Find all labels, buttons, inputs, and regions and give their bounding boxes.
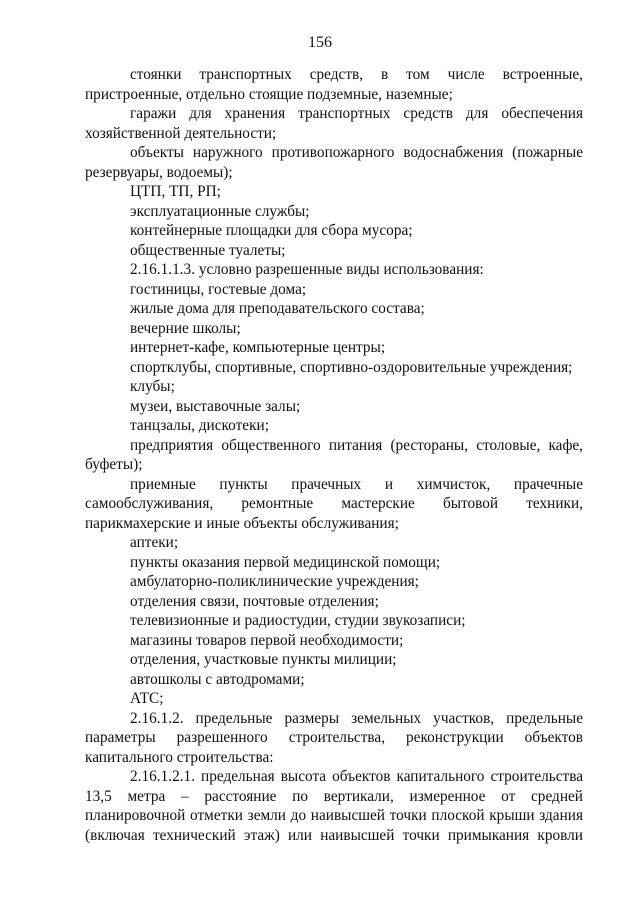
paragraph-essential-stores: магазины товаров первой необходимости; bbox=[130, 631, 404, 649]
paragraph-clubs: клубы; bbox=[130, 378, 175, 395]
paragraph-fire-water-supply: объекты наружного противопожарного водоснабжения (пожарные резервуары, водоемы); bbox=[85, 144, 583, 181]
paragraph-first-aid: пункты оказания первой медицинской помощи; bbox=[130, 553, 441, 571]
paragraph-telephone-exchange: АТС; bbox=[130, 690, 164, 707]
paragraph-garages: гаражи для хранения транспортных средств для обеспечения хозяйственной деятельности; bbox=[85, 105, 583, 142]
paragraph-museums: музеи, выставочные залы; bbox=[130, 397, 301, 415]
paragraph-internet-cafes: интернет-кафе, компьютерные центры; bbox=[130, 339, 386, 356]
paragraph-evening-schools: вечерние школы; bbox=[130, 319, 241, 337]
section-heading-conditional-uses: 2.16.1.1.3. условно разрешенные виды использования: bbox=[130, 261, 484, 278]
paragraph-sports-clubs: спортклубы, спортивные, спортивно-оздоровительные учреждения; bbox=[130, 358, 573, 376]
page-number: 156 bbox=[308, 34, 332, 51]
paragraph-driving-schools: автошколы с автодромами; bbox=[130, 670, 305, 688]
paragraph-dance-halls: танцзалы, дискотеки; bbox=[130, 417, 269, 434]
paragraph-pharmacies: аптеки; bbox=[130, 534, 179, 551]
paragraph-post-offices: отделения связи, почтовые отделения; bbox=[130, 592, 379, 610]
paragraph-max-height: 2.16.1.2.1. предельная высота объектов капитального строительства 13,5 метра – расстояние по вертикали, измеренное от средней планировочной отметки земли до наивысшей точки плоской крыши здания (включая технический этаж) или наивысшей точки примыкания кровли bbox=[85, 768, 583, 844]
paragraph-staff-housing: жилые дома для преподавательского состава; bbox=[130, 300, 425, 317]
paragraph-waste-containers: контейнерные площадки для сбора мусора; bbox=[130, 222, 413, 239]
paragraph-studios: телевизионные и радиостудии, студии звукозаписи; bbox=[130, 612, 466, 629]
paragraph-police-points: отделения, участковые пункты милиции; bbox=[130, 651, 397, 668]
paragraph-public-toilets: общественные туалеты; bbox=[130, 241, 286, 259]
paragraph-hotels: гостиницы, гостевые дома; bbox=[130, 280, 307, 298]
paragraph-consumer-services: приемные пункты прачечных и химчисток, прачечные самообслуживания, ремонтные мастерские бытовой техники, парикмахерские и иные объекты обслуживания; bbox=[85, 475, 583, 532]
paragraph-maintenance-services: эксплуатационные службы; bbox=[130, 202, 310, 220]
paragraph-substations: ЦТП, ТП, РП; bbox=[130, 183, 221, 200]
paragraph-parking: стоянки транспортных средств, в том числе встроенные, пристроенные, отдельно стоящие подземные, наземные; bbox=[85, 66, 583, 103]
document-body bbox=[85, 65, 583, 845]
section-heading-limit-parameters: 2.16.1.2. предельные размеры земельных участков, предельные параметры разрешенного строительства, реконструкции объектов капитального строительства: bbox=[85, 709, 583, 766]
paragraph-catering: предприятия общественного питания (рестораны, столовые, кафе, буфеты); bbox=[85, 436, 583, 473]
paragraph-outpatient-clinics: амбулаторно-поликлинические учреждения; bbox=[130, 573, 419, 590]
